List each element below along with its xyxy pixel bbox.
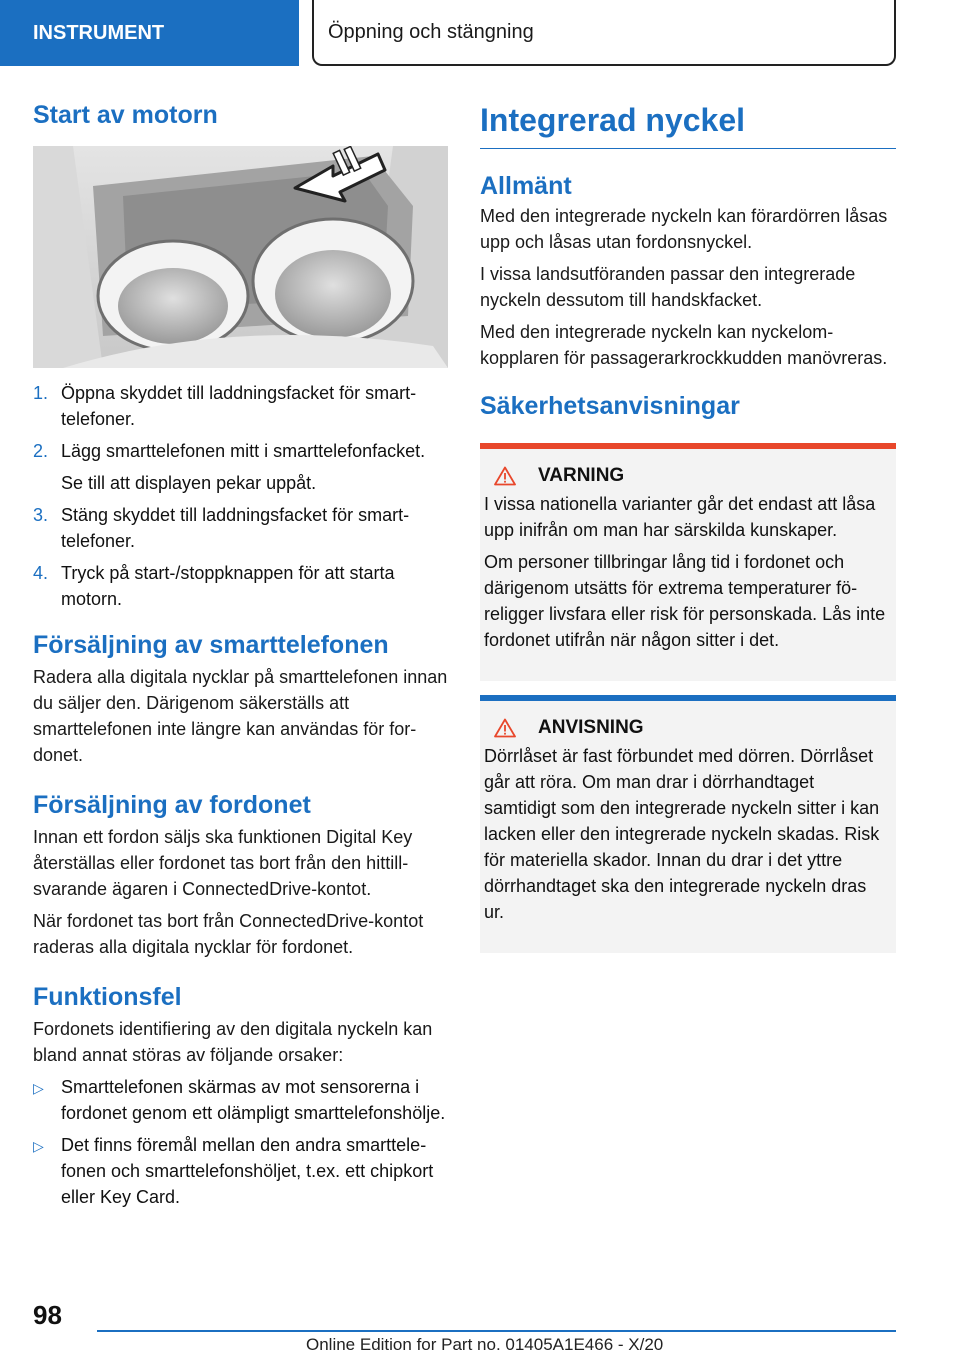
triangle-bullet-icon: ▷ (33, 1080, 44, 1096)
step-text: Tryck på start-/stoppknappen för att starta motorn. (61, 563, 395, 609)
sale-vehicle-text-2: När fordonet tas bort från ConnectedDrive-kontot raderas alla digitala nycklar för fordonet. (33, 911, 424, 957)
step-text: Stäng skyddet till laddningsfacket för smarttelefoner. (61, 505, 410, 551)
console-illustration (33, 146, 448, 368)
chapter-tab (312, 0, 896, 66)
heading-start-engine: Start av motorn (33, 101, 218, 129)
triangle-bullet-icon: ▷ (33, 1138, 44, 1154)
list-item (33, 1074, 448, 1126)
malfunction-text: Fordonets identifiering av den digitala nyckeln kan bland annat störas av följande orsaker: (33, 1019, 433, 1065)
step-number: 1. (33, 383, 49, 403)
chapter-label: Öppning och stängning (328, 20, 534, 43)
list-item (33, 380, 448, 432)
start-steps-list-continued (33, 502, 448, 612)
notice-bar (480, 695, 896, 701)
general-text-2: I vissa landsutföranden passar den integrerade nyckeln dessutom till handskfacket. (480, 263, 856, 310)
warning-heading (480, 465, 896, 487)
notice-label: ANVISNING (538, 716, 644, 738)
edition-info: Online Edition for Part no. 01405A1E466 - X/20 (306, 1335, 664, 1354)
list-item (33, 502, 448, 554)
right-column (480, 100, 896, 953)
list-item (33, 1132, 448, 1210)
heading-integrated-key: Integrerad nyckel (480, 100, 896, 149)
step-note: Se till att displayen pekar uppåt. (61, 473, 317, 493)
warning-bar (480, 443, 896, 449)
footer-divider (97, 1330, 896, 1332)
notice-heading (480, 717, 896, 739)
warning-triangle-icon (494, 718, 516, 738)
general-text-1: Med den integrerade nyckeln kan förardörren låsas upp och låsas utan fordonsnyckel. (480, 205, 888, 252)
step-number: 4. (33, 563, 49, 583)
section-tab (0, 0, 299, 66)
step-text: Lägg smarttelefonen mitt i smarttelefonfacket. (61, 441, 426, 461)
malfunction-bullets (33, 1074, 448, 1210)
warning-text-1: I vissa nationella varianter går det endast att låsa upp inifrån om man har särskilda kunskaper. (484, 493, 876, 540)
notice-text: Dörrlåset är fast förbundet med dörren. Dörrlåset går att röra. Om man drar i dörrhandtaget samtidigt som den integrerade nyckeln sitter i kan lacken eller den integrerade nyckeln skadas. Risk för materiella skador. Innan du drar i det yttre dörrhandtaget ska den integrerade nyckeln dras ur. (484, 745, 880, 922)
list-item (33, 438, 448, 464)
heading-sale-vehicle: Försäljning av fordonet (33, 791, 311, 819)
start-steps-list (33, 380, 448, 464)
sale-phone-text: Radera alla digitala nycklar på smarttelefonen innan du säljer den. Därigenom säkerställs att smarttelefonen inte längre kan användas för fordonet. (33, 667, 448, 765)
warning-box (480, 443, 896, 681)
warning-triangle-icon (494, 466, 516, 486)
bullet-text: Smarttelefonen skärmas av mot sensorerna i fordonet genom ett olämpligt smarttelefonshölje. (61, 1077, 446, 1123)
step-number: 3. (33, 505, 49, 525)
heading-general: Allmänt (480, 171, 572, 200)
sale-vehicle-text-1: Innan ett fordon säljs ska funktionen Digital Key återställas eller fordonet tas bort från den hittillsvarande ägaren i ConnectedDrive-kontot. (33, 827, 413, 899)
step-text: Öppna skyddet till laddningsfacket för smarttelefoner. (61, 383, 417, 429)
bullet-text: Det finns föremål mellan den andra smarttelefonen och smarttelefonshöljet, t.ex. ett chipkort eller Key Card. (61, 1135, 434, 1207)
heading-safety: Säkerhetsanvisningar (480, 391, 740, 420)
notice-box (480, 695, 896, 953)
left-column (33, 100, 448, 1216)
list-item (33, 560, 448, 612)
warning-text-2: Om personer tillbringar lång tid i fordonet och därigenom utsätts för extrema temperaturer föreligger livsfara eller risk för personskada. Lås inte fordonet utifrån när någon sitter i det. (484, 551, 886, 650)
warning-label: VARNING (538, 464, 625, 486)
general-text-3: Med den integrerade nyckeln kan nyckelomkopplaren för passagerarkrockkudden manövreras. (480, 321, 888, 368)
heading-malfunction: Funktionsfel (33, 983, 182, 1011)
section-label: INSTRUMENT (33, 21, 165, 44)
page-number: 98 (33, 1300, 62, 1330)
heading-sale-phone: Försäljning av smarttelefonen (33, 631, 389, 659)
step-number: 2. (33, 441, 49, 461)
